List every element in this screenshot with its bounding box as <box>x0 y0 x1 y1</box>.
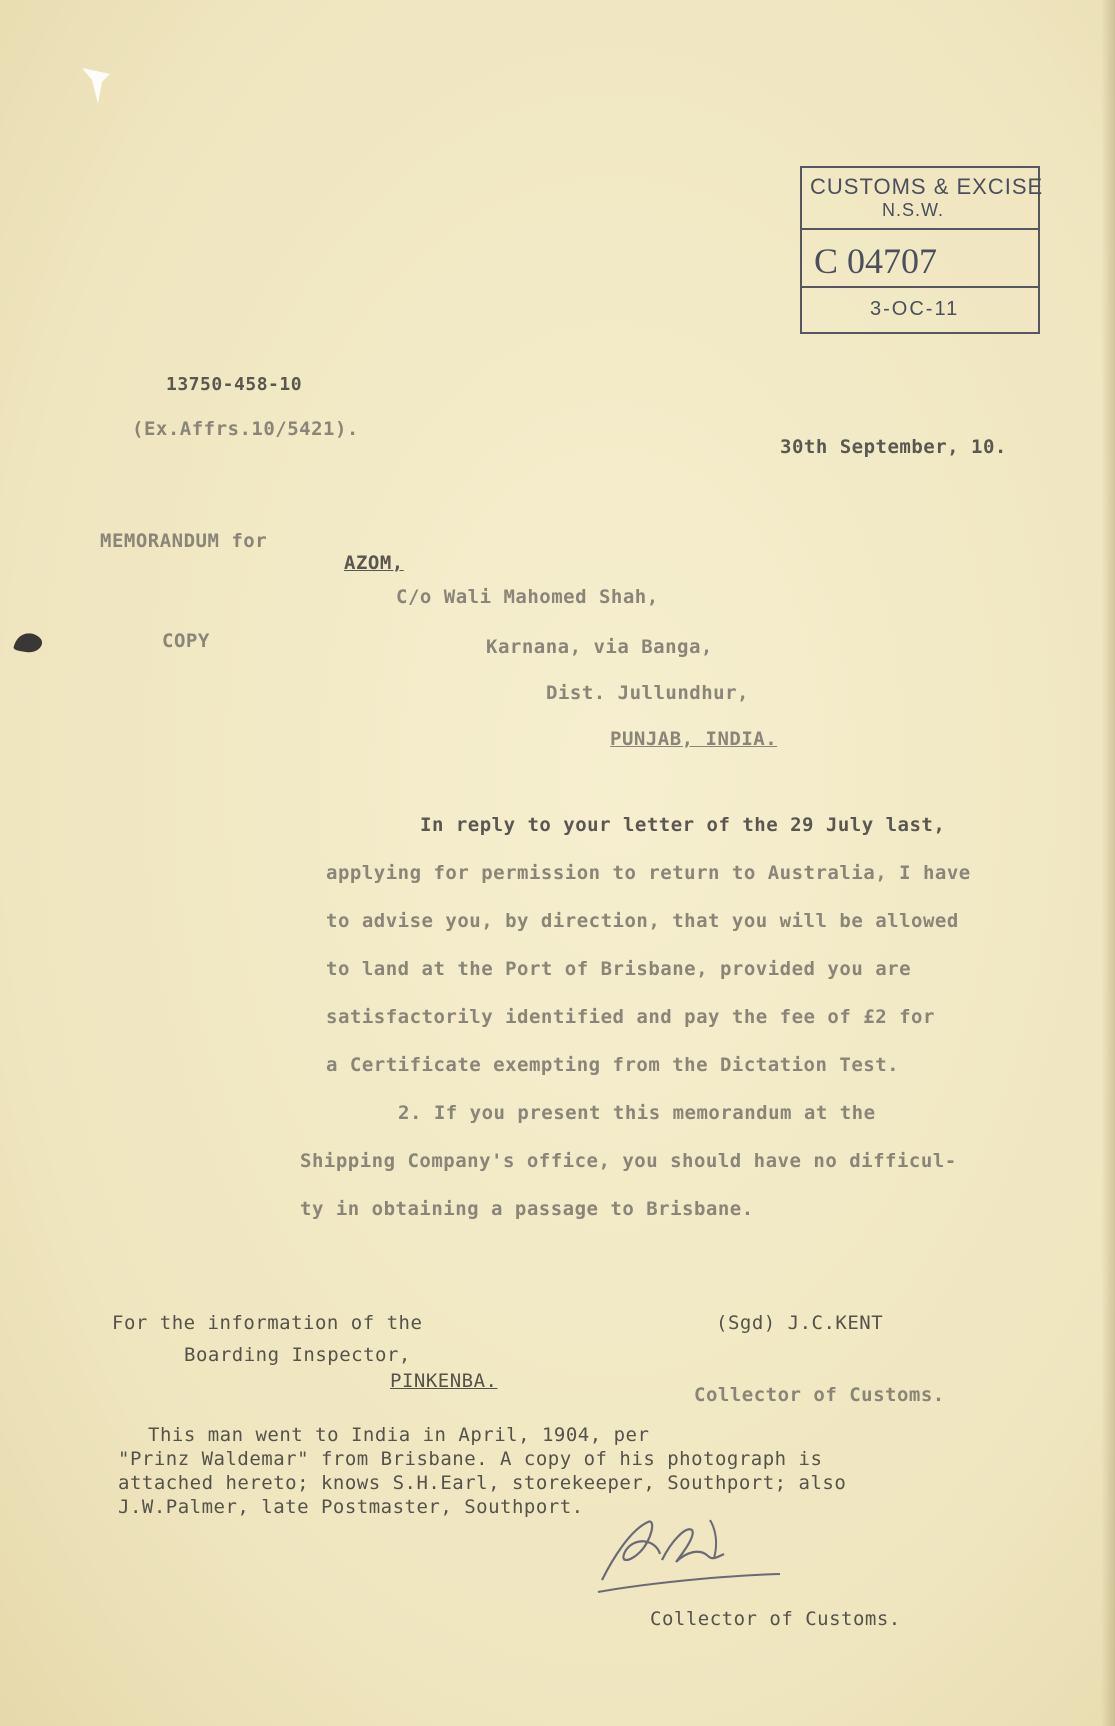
stamp-date: 3-OC-11 <box>870 298 960 320</box>
customs-received-stamp <box>800 166 1044 334</box>
signer-title: Collector of Customs. <box>694 1384 945 1406</box>
stamp-heading: CUSTOMS & EXCISE <box>810 174 1044 199</box>
body-line: a Certificate exempting from the Dictation Test. <box>326 1054 900 1076</box>
info-line: Boarding Inspector, <box>184 1344 411 1366</box>
address-line: Karnana, via Banga, <box>486 636 713 658</box>
note-line: J.W.Palmer, late Postmaster, Southport. <box>118 1496 584 1518</box>
stamp-number: C 04707 <box>814 241 938 281</box>
body-line: ty in obtaining a passage to Brisbane. <box>300 1198 754 1220</box>
page-edge-shadow <box>1101 0 1115 1726</box>
body-line: satisfactorily identified and pay the fee of £2 for <box>326 1006 935 1028</box>
external-reference: (Ex.Affrs.10/5421). <box>132 418 359 440</box>
note-line: "Prinz Waldemar" from Brisbane. A copy of his photograph is <box>118 1448 823 1470</box>
body-line: applying for permission to return to Australia, I have <box>326 862 971 884</box>
ink-blot-mark <box>10 628 50 658</box>
note-line: This man went to India in April, 1904, per <box>148 1424 650 1446</box>
body-line: In reply to your letter of the 29 July last, <box>420 814 946 836</box>
info-line: For the information of the <box>112 1312 423 1334</box>
body-line: to advise you, by direction, that you will be allowed <box>326 910 959 932</box>
body-line: Shipping Company's office, you should have no difficul- <box>300 1150 957 1172</box>
info-line-location: PINKENBA. <box>390 1370 498 1392</box>
corner-fold-mark <box>80 60 120 110</box>
note-line: attached hereto; knows S.H.Earl, storekeeper, Southport; also <box>118 1472 847 1494</box>
copy-label: COPY <box>162 630 210 652</box>
footer-title: Collector of Customs. <box>650 1608 901 1630</box>
body-line: 2. If you present this memorandum at the <box>398 1102 876 1124</box>
address-line: C/o Wali Mahomed Shah, <box>396 586 659 608</box>
address-line: PUNJAB, INDIA. <box>610 728 778 750</box>
addressee-name: AZOM, <box>344 552 404 574</box>
memo-heading: MEMORANDUM for <box>100 530 268 552</box>
stamp-header-row <box>802 168 1044 230</box>
address-line: Dist. Jullundhur, <box>546 682 749 704</box>
stamp-number-row <box>802 230 1038 288</box>
signed-by: (Sgd) J.C.KENT <box>716 1312 884 1334</box>
memo-date: 30th September, 10. <box>780 436 1007 458</box>
handwritten-initials <box>590 1500 790 1610</box>
stamp-state: N.S.W. <box>882 200 945 220</box>
file-number: 13750-458-10 <box>166 374 303 395</box>
body-line: to land at the Port of Brisbane, provided you are <box>326 958 912 980</box>
